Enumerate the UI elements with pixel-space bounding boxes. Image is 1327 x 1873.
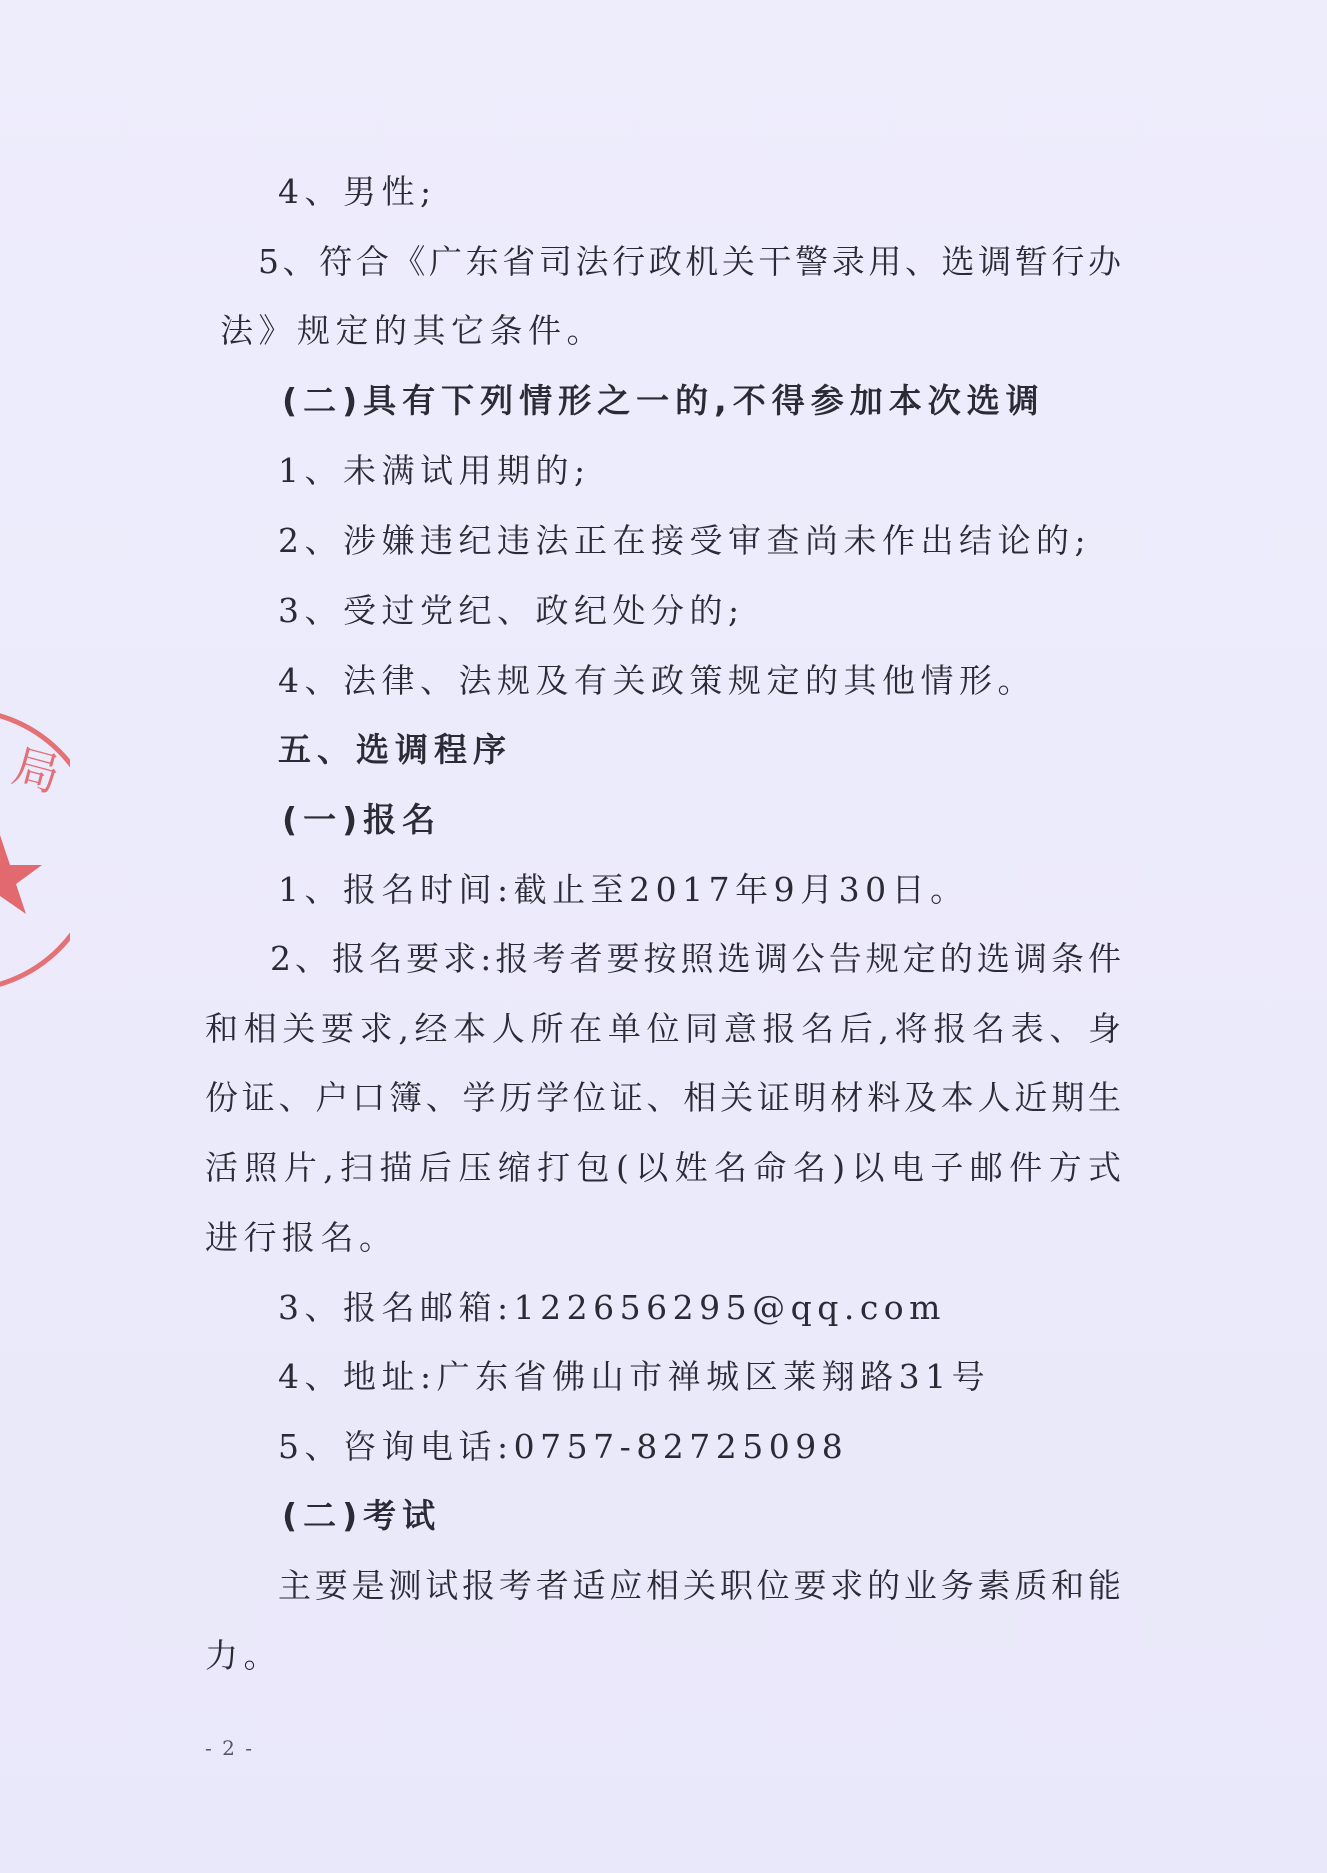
condition-item-5-continued: 法》规定的其它条件。: [220, 311, 605, 350]
official-seal-stamp: [0, 700, 70, 1000]
registration-item-1: 1、报名时间:截止至2017年9月30日。: [278, 870, 969, 909]
section-heading-procedure: 五、选调程序: [278, 730, 512, 769]
exclusion-item-2: 2、涉嫌违纪违法正在接受审查尚未作出结论的;: [278, 521, 1092, 560]
registration-item-2-line-4: 活照片,扫描后压缩打包(以姓名命名)以电子邮件方式: [205, 1148, 1123, 1187]
exam-description-continued: 力。: [205, 1636, 282, 1675]
exclusion-item-3: 3、受过党纪、政纪处分的;: [278, 591, 745, 630]
svg-text:局: 局: [7, 738, 66, 803]
exclusion-item-1: 1、未满试用期的;: [278, 451, 591, 490]
subsection-heading-registration: (一)报名: [282, 800, 442, 839]
registration-item-2: 2、报名要求:报考者要按照选调公告规定的选调条件: [270, 939, 1123, 978]
registration-item-2-line-5: 进行报名。: [205, 1218, 398, 1257]
registration-phone: 5、咨询电话:0757-82725098: [278, 1427, 849, 1466]
section-heading-exclusions: (二)具有下列情形之一的,不得参加本次选调: [282, 381, 1045, 420]
page-number: - 2 -: [205, 1736, 254, 1760]
registration-item-2-line-3: 份证、户口簿、学历学位证、相关证明材料及本人近期生: [205, 1078, 1123, 1117]
exclusion-item-4: 4、法律、法规及有关政策规定的其他情形。: [278, 661, 1036, 700]
registration-address: 4、地址:广东省佛山市禅城区莱翔路31号: [278, 1357, 991, 1396]
condition-item-5: 5、符合《广东省司法行政机关干警录用、选调暂行办: [258, 242, 1123, 281]
condition-item-4: 4、男性;: [278, 172, 437, 211]
subsection-heading-exam: (二)考试: [282, 1496, 442, 1535]
registration-item-2-line-2: 和相关要求,经本人所在单位同意报名后,将报名表、身: [205, 1009, 1123, 1048]
exam-description: 主要是测试报考者适应相关职位要求的业务素质和能: [278, 1566, 1123, 1605]
registration-email: 3、报名邮箱:122656295@qq.com: [278, 1288, 946, 1327]
